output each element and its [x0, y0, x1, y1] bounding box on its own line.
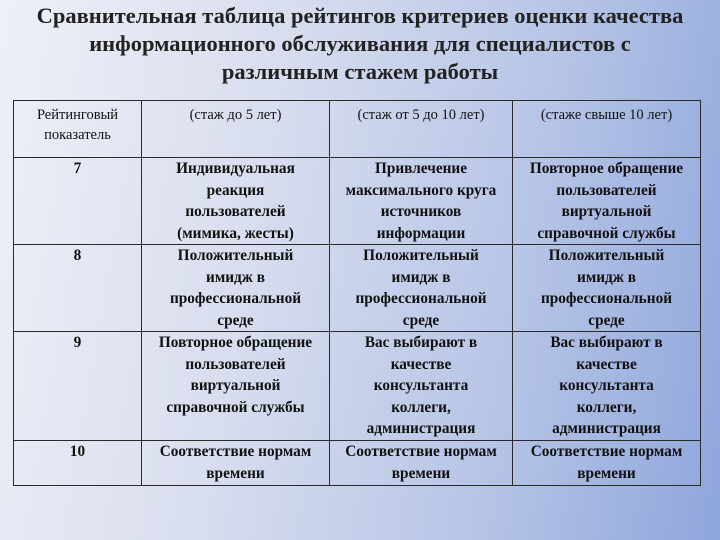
criterion-cell [142, 332, 330, 441]
rank-cell: 10 [14, 441, 142, 486]
criterion-cell [330, 332, 513, 441]
criterion-cell [513, 158, 701, 245]
cell-line: администрация [366, 420, 476, 437]
cell-line: Повторное обращение [529, 160, 684, 177]
cell-line: качестве [390, 355, 452, 373]
criterion-cell [142, 441, 330, 486]
cell-line: Индивидуальная [176, 160, 295, 177]
cell-line: Соответствие нормам [530, 443, 683, 460]
cell-line: Положительный [177, 247, 294, 264]
cell-line: консультанта [373, 377, 469, 394]
cell-line: качестве [576, 355, 637, 373]
cell-line: пользователей [185, 203, 286, 220]
cell-line: (мимика, жесты) [177, 224, 294, 242]
cell-line: Вас выбирают в [550, 334, 663, 351]
header-5-to-10-years: (стаж от 5 до 10 лет) [330, 101, 513, 158]
cell-line: профессиональной [540, 290, 673, 307]
cell-line: коллеги, [391, 398, 451, 416]
criterion-cell [142, 158, 330, 245]
cell-line: профессиональной [355, 290, 487, 307]
cell-line: Вас выбирают в [364, 334, 478, 351]
table-row [14, 332, 701, 441]
criterion-cell [330, 158, 513, 245]
title-line-2: информационного обслуживания для специалистов с [89, 31, 631, 56]
rank-cell: 8 [14, 245, 142, 332]
cell-line: Повторное обращение [158, 334, 313, 351]
cell-line: Соответствие нормам [345, 443, 497, 460]
table-row [14, 158, 701, 245]
criterion-cell [513, 441, 701, 486]
cell-line: Положительный [548, 247, 665, 264]
cell-line: среде [402, 311, 440, 329]
cell-line: коллеги, [576, 398, 637, 416]
page-title [0, 2, 720, 86]
cell-line: реакция [206, 181, 265, 199]
comparison-table [13, 100, 701, 486]
cell-line: Соответствие нормам [159, 443, 312, 460]
cell-line: источников [380, 203, 462, 220]
cell-line: среде [217, 311, 254, 329]
cell-line: времени [391, 464, 451, 482]
cell-line: информации [376, 224, 466, 242]
criterion-cell [142, 245, 330, 332]
cell-line: Положительный [363, 247, 479, 264]
title-line-3: различным стажем работы [221, 59, 499, 84]
cell-line: времени [206, 464, 265, 482]
title-line-1: Сравнительная таблица рейтингов критериев оценки качества [36, 3, 684, 28]
cell-line: справочной службы [537, 224, 676, 242]
cell-line: виртуальной [190, 377, 281, 394]
rank-cell: 9 [14, 332, 142, 441]
table-row [14, 245, 701, 332]
criterion-cell [330, 441, 513, 486]
cell-line: пользователей [556, 181, 657, 199]
cell-line: виртуальной [561, 203, 652, 220]
cell-line: имидж в [577, 268, 636, 286]
cell-line: имидж в [206, 268, 265, 286]
criterion-cell [513, 332, 701, 441]
cell-line: максимального круга [345, 181, 497, 199]
header-rating-line-1: Рейтинговый [36, 107, 119, 123]
cell-line: Привлечение [374, 160, 468, 177]
header-under-5-years: (стаж до 5 лет) [142, 101, 330, 158]
cell-line: справочной службы [166, 398, 305, 416]
cell-line: пользователей [185, 355, 286, 373]
cell-line: консультанта [559, 377, 654, 394]
header-over-10-years: (стаже свыше 10 лет) [513, 101, 701, 158]
criterion-cell [513, 245, 701, 332]
rank-cell: 7 [14, 158, 142, 245]
header-rating [14, 101, 142, 158]
criterion-cell [330, 245, 513, 332]
cell-line: имидж в [391, 268, 451, 286]
cell-line: времени [577, 464, 636, 482]
cell-line: профессиональной [169, 290, 302, 307]
table-row [14, 441, 701, 486]
table-header-row [14, 101, 701, 158]
header-rating-line-2: показатель [44, 127, 111, 143]
cell-line: среде [588, 311, 625, 329]
cell-line: администрация [552, 420, 661, 437]
